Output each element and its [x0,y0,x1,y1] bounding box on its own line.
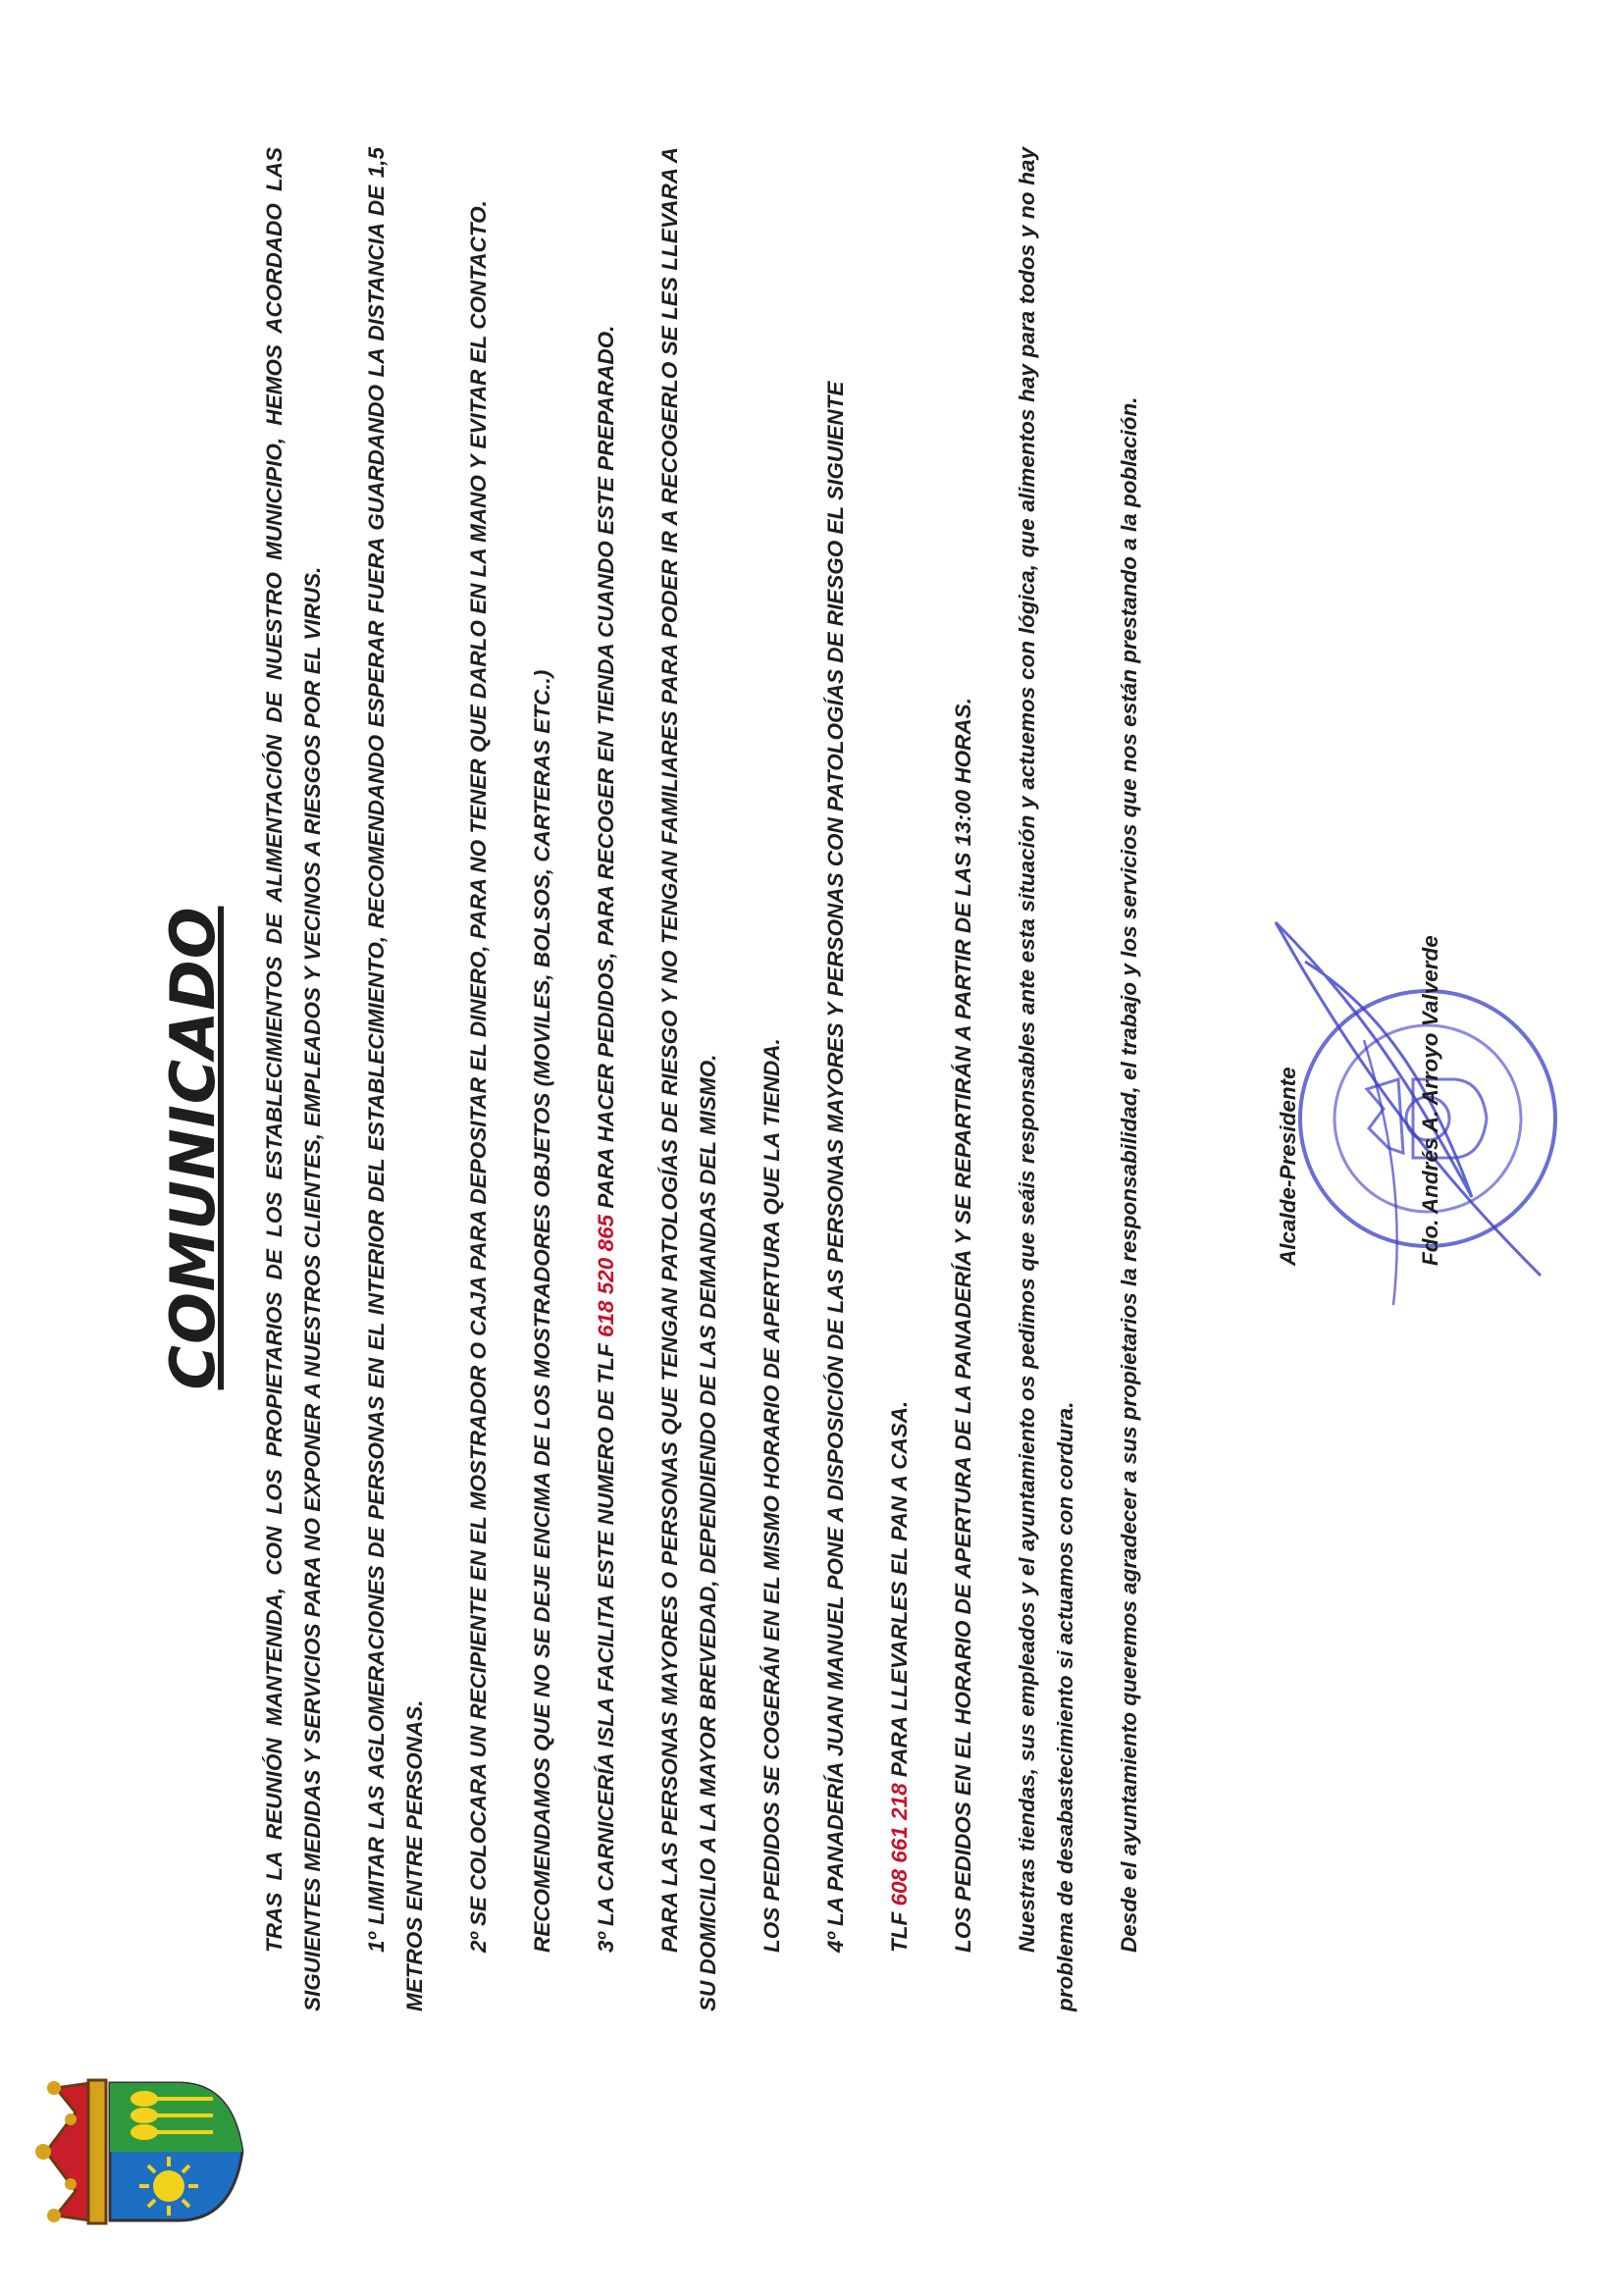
paragraph-order-hours: LOS PEDIDOS SE COGERÁN EN EL MISMO HORARIO DE APERTURA QUE LA TIENDA. [759,1038,784,1953]
paragraph-measure-3 [587,147,625,2011]
signatory-name: Fdo. Andrés A. Arroyo Valverde [1418,935,1442,1266]
bakery-phone-number: 608 661 218 [887,1783,912,1906]
signature-block [1246,903,1599,1334]
paragraph-recommendation: RECOMENDAMOS QUE NO SE DEJE ENCIMA DE LOS MOSTRADORES OBJETOS (MOVILES, BOLSOS, CARTERAS ETC..) [530,669,554,1953]
paragraph-bakery-phone [880,147,918,2011]
paragraph-home-delivery: PARA LAS PERSONAS MAYORES O PERSONAS QUE TENGAN PATOLOGÍAS DE RIESGO Y NO TENGAN FAMILIARES PARA PODER IR A RECOGERLO SE LES LLEVARA A SU DOMICILIO A LA MAYOR BREVEDAD, DEPENDIENDO DE LAS DEMANDAS DEL MISMO. [657,147,720,2011]
signatory-role: Alcalde-Presidente [1276,1067,1300,1266]
paragraph-measure-2: 2º SE COLOCARA UN RECIPIENTE EN EL MOSTRADOR O CAJA PARA DEPOSITAR EL DINERO, PARA NO TENER QUE DARLO EN LA MANO Y EVITAR EL CONTACTO. [466,200,491,1953]
paragraph-appeal: Nuestras tiendas, sus empleados y el ayuntamiento os pedimos que seáis responsables ante esta situación y actuemos con lógica, que alimentos hay para todos y no hay problema de desabastecimiento si actuamos con cordura. [1015,147,1077,2011]
paragraph-bakery-hours: LOS PEDIDOS EN EL HORARIO DE APERTURA DE LA PANADERÍA Y SE REPARTIRÁN A PARTIR DE LAS 13:00 HORAS. [951,698,975,1953]
document-title: COMUNICADO [157,906,229,1390]
document-body [255,147,1174,2011]
paragraph-text: TLF [887,1905,912,1953]
paragraph-meeting: TRAS LA REUNIÓN MANTENIDA, CON LOS PROPIETARIOS DE LOS ESTABLECIMIENTOS DE ALIMENTACIÓN DE NUESTRO MUNICIPIO, HEMOS ACORDADO LAS SIGUIENTES MEDIDAS Y SERVICIOS PARA NO EXPONER A NUESTROS CLIENTES, EMPLEADOS Y VECINOS A RIESGOS POR EL VIRUS. [262,147,325,2011]
paragraph-text: PARA LLEVARLES EL PAN A CASA. [887,1400,912,1784]
paragraph-measure-4: 4º LA PANADERÍA JUAN MANUEL PONE A DISPOSICIÓN DE LAS PERSONAS MAYORES Y PERSONAS CON PATOLOGÍAS DE RIESGO EL SIGUIENTE [823,381,848,1953]
paragraph-thanks: Desde el ayuntamiento queremos agradecer a sus propietarios la responsabilidad, el trabajo y los servicios que nos están prestando a la población. [1117,396,1141,1953]
paragraph-text: 3º LA CARNICERÍA ISLA FACILITA ESTE NUMERO DE TLF [594,1337,618,1953]
paragraph-measure-1: 1º LIMITAR LAS AGLOMERACIONES DE PERSONAS EN EL INTERIOR DEL ESTABLECIMIENTO, RECOMENDANDO ESPERAR FUERA GUARDANDO LA DISTANCIA DE 1,5 METROS ENTRE PERSONAS. [364,147,427,2011]
paragraph-text: PARA HACER PEDIDOS, PARA RECOGER EN TIENDA CUANDO ESTE PREPARADO. [594,325,618,1215]
butcher-phone-number: 618 520 865 [594,1214,618,1338]
